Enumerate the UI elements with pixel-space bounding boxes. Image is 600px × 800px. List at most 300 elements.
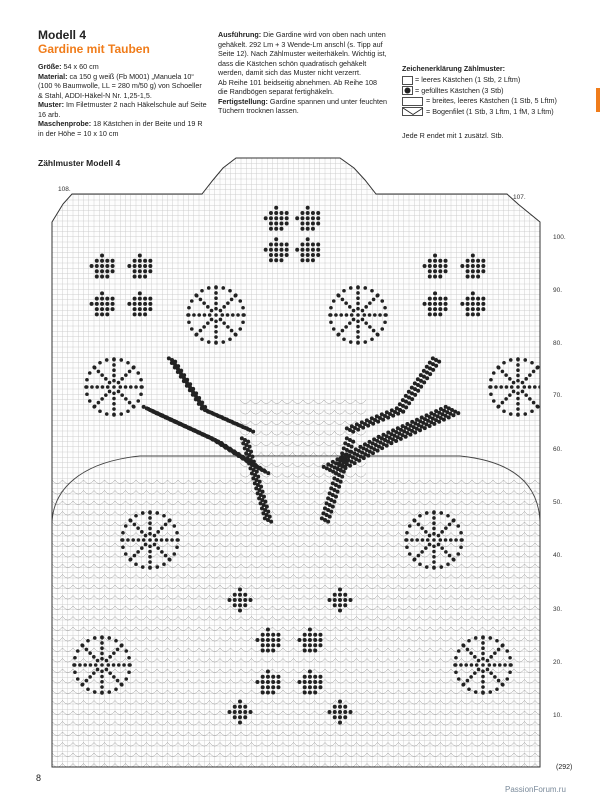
filled-cell: [376, 420, 380, 424]
filled-cell: [300, 221, 304, 225]
filled-cell: [316, 211, 320, 215]
filled-cell: [112, 363, 116, 367]
filled-cell: [444, 264, 448, 268]
filled-cell: [308, 669, 312, 673]
filled-cell: [111, 307, 115, 311]
filled-cell: [164, 554, 168, 558]
legend-wide-text: = breites, leeres Kästchen (1 Stb, 5 Lftm): [426, 96, 557, 106]
filled-cell: [452, 413, 456, 417]
filled-cell: [376, 449, 380, 453]
filled-cell: [297, 638, 301, 642]
filled-cell: [348, 321, 352, 325]
filled-cell: [266, 675, 270, 679]
filled-cell: [432, 560, 436, 564]
filled-cell: [476, 307, 480, 311]
filled-cell: [95, 297, 99, 301]
filled-cell: [380, 299, 384, 303]
filled-cell: [439, 511, 443, 515]
filled-cell: [413, 430, 417, 434]
filled-cell: [106, 385, 110, 389]
filled-cell: [394, 439, 398, 443]
filled-cell: [481, 307, 485, 311]
filled-cell: [425, 511, 429, 515]
filled-cell: [114, 639, 118, 643]
filled-cell: [481, 657, 485, 661]
filled-cell: [433, 259, 437, 263]
filled-cell: [274, 221, 278, 225]
filled-cell: [214, 285, 218, 289]
filled-cell: [253, 465, 257, 469]
filled-cell: [168, 558, 172, 562]
filled-cell: [383, 320, 387, 324]
filled-cell: [162, 562, 166, 566]
filled-cell: [228, 710, 232, 714]
filled-cell: [111, 269, 115, 273]
filled-cell: [508, 656, 512, 660]
filled-cell: [238, 327, 242, 331]
filled-cell: [536, 365, 540, 369]
filled-cell: [384, 313, 388, 317]
filled-cell: [176, 538, 180, 542]
filled-cell: [318, 675, 322, 679]
filled-cell: [172, 524, 176, 528]
filled-cell: [300, 216, 304, 220]
filled-cell: [328, 598, 332, 602]
filled-cell: [434, 364, 438, 368]
filled-cell: [170, 538, 174, 542]
filled-cell: [108, 655, 112, 659]
filled-cell: [238, 588, 242, 592]
filled-cell: [433, 291, 437, 295]
filled-cell: [399, 437, 403, 441]
filled-cell: [124, 677, 128, 681]
filled-cell: [306, 242, 310, 246]
filled-cell: [352, 318, 356, 322]
filled-cell: [476, 302, 480, 306]
filled-cell: [100, 254, 104, 258]
filled-cell: [516, 402, 520, 406]
filled-cell: [408, 552, 412, 556]
filled-cell: [433, 254, 437, 258]
filled-cell: [202, 301, 206, 305]
filled-cell: [134, 385, 138, 389]
filled-cell: [214, 307, 218, 311]
filled-cell: [136, 526, 140, 530]
filled-cell: [510, 385, 514, 389]
filled-cell: [138, 275, 142, 279]
filled-cell: [222, 321, 226, 325]
filled-cell: [124, 373, 128, 377]
filled-cell: [105, 297, 109, 301]
filled-cell: [143, 264, 147, 268]
filled-cell: [108, 671, 112, 675]
filled-cell: [481, 680, 485, 684]
filled-cell: [444, 307, 448, 311]
filled-cell: [238, 710, 242, 714]
filled-cell: [466, 302, 470, 306]
filled-cell: [252, 460, 256, 464]
filled-cell: [442, 418, 446, 422]
filled-cell: [221, 340, 225, 344]
filled-cell: [269, 258, 273, 262]
filled-cell: [356, 335, 360, 339]
filled-cell: [493, 675, 497, 679]
filled-cell: [481, 670, 485, 674]
filled-cell: [318, 638, 322, 642]
filled-cell: [100, 269, 104, 273]
filled-cell: [410, 397, 414, 401]
filled-cell: [230, 329, 234, 333]
filled-cell: [214, 330, 218, 334]
filled-cell: [306, 258, 310, 262]
filled-cell: [329, 510, 333, 514]
filled-cell: [269, 227, 273, 231]
filled-cell: [533, 385, 537, 389]
filled-cell: [437, 543, 441, 547]
filled-cell: [396, 412, 400, 416]
filled-cell: [428, 302, 432, 306]
filled-cell: [486, 668, 490, 672]
filled-cell: [328, 710, 332, 714]
filled-cell: [243, 603, 247, 607]
filled-cell: [356, 325, 360, 329]
filled-cell: [300, 227, 304, 231]
filled-cell: [372, 298, 376, 302]
filled-cell: [373, 313, 377, 317]
filled-cell: [521, 390, 525, 394]
filled-cell: [306, 248, 310, 252]
filled-cell: [471, 312, 475, 316]
filled-cell: [285, 253, 289, 257]
filled-cell: [469, 675, 473, 679]
filled-cell: [489, 671, 493, 675]
filled-cell: [175, 545, 179, 549]
filled-cell: [124, 385, 128, 389]
filled-cell: [326, 520, 330, 524]
filled-cell: [97, 370, 101, 374]
filled-cell: [138, 259, 142, 263]
filled-cell: [471, 275, 475, 279]
filled-cell: [264, 248, 268, 252]
filled-cell: [333, 710, 337, 714]
filled-cell: [313, 685, 317, 689]
filled-cell: [329, 320, 333, 324]
filled-cell: [105, 275, 109, 279]
filled-cell: [438, 259, 442, 263]
filled-cell: [93, 636, 97, 640]
filled-cell: [433, 307, 437, 311]
filled-cell: [124, 524, 128, 528]
filled-cell: [271, 690, 275, 694]
filled-cell: [389, 441, 393, 445]
filled-cell: [544, 385, 548, 389]
filled-cell: [269, 221, 273, 225]
filled-cell: [303, 685, 307, 689]
filled-cell: [80, 643, 84, 647]
filled-cell: [469, 651, 473, 655]
filled-cell: [311, 248, 315, 252]
filled-cell: [274, 211, 278, 215]
filled-cell: [100, 312, 104, 316]
filled-cell: [95, 307, 99, 311]
filled-cell: [214, 320, 218, 324]
filled-cell: [160, 550, 164, 554]
filled-cell: [363, 340, 367, 344]
filled-cell: [117, 390, 121, 394]
filled-cell: [266, 510, 270, 514]
filled-cell: [73, 670, 77, 674]
filled-cell: [148, 269, 152, 273]
filled-cell: [92, 671, 96, 675]
filled-cell: [295, 248, 299, 252]
filled-cell: [269, 242, 273, 246]
filled-cell: [255, 470, 259, 474]
filled-cell: [318, 685, 322, 689]
filled-cell: [144, 534, 148, 538]
filled-cell: [440, 546, 444, 550]
filled-cell: [460, 302, 464, 306]
instruction-label: Ausführung:: [218, 30, 262, 39]
filled-cell: [274, 206, 278, 210]
corner-label-108: 108.: [58, 186, 71, 193]
filled-cell: [474, 636, 478, 640]
filled-cell: [343, 715, 347, 719]
filled-cell: [316, 248, 320, 252]
filled-cell: [105, 312, 109, 316]
filled-cell: [496, 405, 500, 409]
filled-cell: [90, 264, 94, 268]
filled-cell: [351, 430, 355, 434]
filled-cell: [214, 341, 218, 345]
filled-cell: [274, 227, 278, 231]
filled-cell: [437, 420, 441, 424]
instruction-text: Die Gardine wird von oben nach unten gehäkelt. 292 Lm + 3 Wende-Lm anschl (s. Tipp auf Seite 12). Nach Zählmuster weiterhäkeln. Wichtig ist, dass die Kästchen schön quadratisch gehäkelt werden, damit sich das Muster nicht verzerrt.: [218, 30, 387, 77]
filled-cell: [348, 464, 352, 468]
filled-cell: [127, 656, 131, 660]
filled-cell: [340, 475, 344, 479]
filled-cell: [341, 298, 345, 302]
filled-cell: [148, 297, 152, 301]
filled-cell: [380, 327, 384, 331]
filled-cell: [243, 598, 247, 602]
continuation-ref: (292): [556, 764, 573, 771]
filled-cell: [98, 361, 102, 365]
filled-cell: [418, 428, 422, 432]
filled-cell: [420, 550, 424, 554]
filled-cell: [248, 445, 252, 449]
filled-cell: [112, 675, 116, 679]
filled-cell: [126, 538, 130, 542]
filled-cell: [156, 546, 160, 550]
filled-cell: [207, 286, 211, 290]
filled-cell: [276, 680, 280, 684]
filled-cell: [499, 385, 503, 389]
filled-cell: [544, 385, 548, 389]
filled-cell: [206, 321, 210, 325]
filled-cell: [83, 663, 87, 667]
filled-cell: [428, 297, 432, 301]
filled-cell: [438, 264, 442, 268]
filled-cell: [424, 546, 428, 550]
filled-cell: [338, 721, 342, 725]
filled-cell: [439, 538, 443, 542]
filled-cell: [134, 562, 138, 566]
filled-cell: [419, 385, 423, 389]
filled-cell: [124, 649, 128, 653]
filled-cell: [116, 679, 120, 683]
filled-cell: [300, 242, 304, 246]
filled-cell: [471, 254, 475, 258]
filled-cell: [334, 313, 338, 317]
filled-cell: [488, 663, 492, 667]
filled-cell: [343, 603, 347, 607]
filled-cell: [466, 312, 470, 316]
filled-cell: [318, 680, 322, 684]
filled-cell: [481, 675, 485, 679]
filled-cell: [313, 643, 317, 647]
filled-cell: [139, 378, 143, 382]
filled-cell: [338, 593, 342, 597]
filled-cell: [285, 248, 289, 252]
filled-cell: [279, 258, 283, 262]
filled-cell: [524, 377, 528, 381]
filled-cell: [194, 293, 198, 297]
filled-cell: [120, 643, 124, 647]
filled-cell: [258, 480, 262, 484]
filled-cell: [133, 269, 137, 273]
filled-cell: [131, 538, 135, 542]
filled-cell: [266, 627, 270, 631]
filled-cell: [134, 514, 138, 518]
filled-cell: [100, 291, 104, 295]
filled-cell: [438, 302, 442, 306]
filled-cell: [459, 531, 463, 535]
filled-cell: [405, 531, 409, 535]
filled-cell: [132, 365, 136, 369]
filled-cell: [276, 638, 280, 642]
filled-cell: [404, 538, 408, 542]
filled-cell: [100, 397, 104, 401]
filled-cell: [194, 333, 198, 337]
filled-cell: [238, 715, 242, 719]
filled-cell: [333, 715, 337, 719]
row-label: 20.: [553, 659, 563, 666]
filled-cell: [136, 371, 140, 375]
filled-cell: [274, 216, 278, 220]
filled-cell: [80, 683, 84, 687]
filled-cell: [333, 603, 337, 607]
filled-cell: [133, 264, 137, 268]
filled-cell: [140, 546, 144, 550]
filled-cell: [328, 313, 332, 317]
filled-cell: [133, 312, 137, 316]
filled-cell: [266, 633, 270, 637]
filled-cell: [425, 376, 429, 380]
filled-cell: [133, 297, 137, 301]
filled-cell: [303, 638, 307, 642]
filled-cell: [133, 275, 137, 279]
filled-cell: [128, 370, 132, 374]
filled-cell: [496, 365, 500, 369]
filled-cell: [88, 651, 92, 655]
filled-cell: [438, 312, 442, 316]
info-text: 54 x 60 cm: [61, 62, 99, 71]
filled-cell: [98, 409, 102, 413]
filled-cell: [138, 269, 142, 273]
filled-cell: [481, 264, 485, 268]
filled-cell: [459, 663, 463, 667]
filled-cell: [108, 381, 112, 385]
filled-cell: [413, 393, 417, 397]
filled-cell: [415, 538, 419, 542]
filled-cell: [371, 451, 375, 455]
filled-cell: [311, 216, 315, 220]
filled-cell: [356, 296, 360, 300]
filled-cell: [536, 405, 540, 409]
filled-cell: [148, 538, 152, 542]
filled-cell: [207, 340, 211, 344]
filled-cell: [512, 390, 516, 394]
filled-cell: [111, 259, 115, 263]
filled-cell: [140, 385, 144, 389]
filled-cell: [356, 285, 360, 289]
filled-cell: [410, 538, 414, 542]
filled-cell: [233, 603, 237, 607]
filled-cell: [214, 302, 218, 306]
filled-cell: [271, 685, 275, 689]
filled-cell: [501, 683, 505, 687]
filled-cell: [300, 211, 304, 215]
filled-cell: [95, 385, 99, 389]
filled-cell: [456, 411, 460, 415]
filled-cell: [133, 307, 137, 311]
filled-cell: [128, 663, 132, 667]
filled-cell: [364, 305, 368, 309]
filled-cell: [105, 269, 109, 273]
filled-cell: [368, 301, 372, 305]
filled-cell: [90, 385, 94, 389]
instruction-text: Ab Reihe 101 beidseitig abnehmen. Ab Reihe 108 die Randbögen separat fertighäkeln.: [218, 77, 378, 96]
filled-cell: [338, 588, 342, 592]
filled-cell: [124, 397, 128, 401]
filled-cell: [236, 313, 240, 317]
filled-cell: [452, 558, 456, 562]
filled-cell: [349, 340, 353, 344]
filled-cell: [523, 412, 527, 416]
filled-cell: [259, 485, 263, 489]
filled-cell: [333, 705, 337, 709]
filled-cell: [350, 313, 354, 317]
filled-cell: [543, 392, 547, 396]
filled-cell: [261, 643, 265, 647]
filled-cell: [501, 401, 505, 405]
filled-cell: [190, 299, 194, 303]
filled-cell: [318, 633, 322, 637]
filled-cell: [336, 490, 340, 494]
filled-cell: [199, 329, 203, 333]
filled-cell: [444, 302, 448, 306]
filled-cell: [497, 679, 501, 683]
filled-cell: [120, 377, 124, 381]
filled-cell: [238, 705, 242, 709]
filled-cell: [133, 302, 137, 306]
filled-cell: [380, 446, 384, 450]
filled-cell: [311, 253, 315, 257]
filled-cell: [222, 305, 226, 309]
filled-cell: [306, 211, 310, 215]
filled-cell: [505, 649, 509, 653]
filled-cell: [481, 685, 485, 689]
